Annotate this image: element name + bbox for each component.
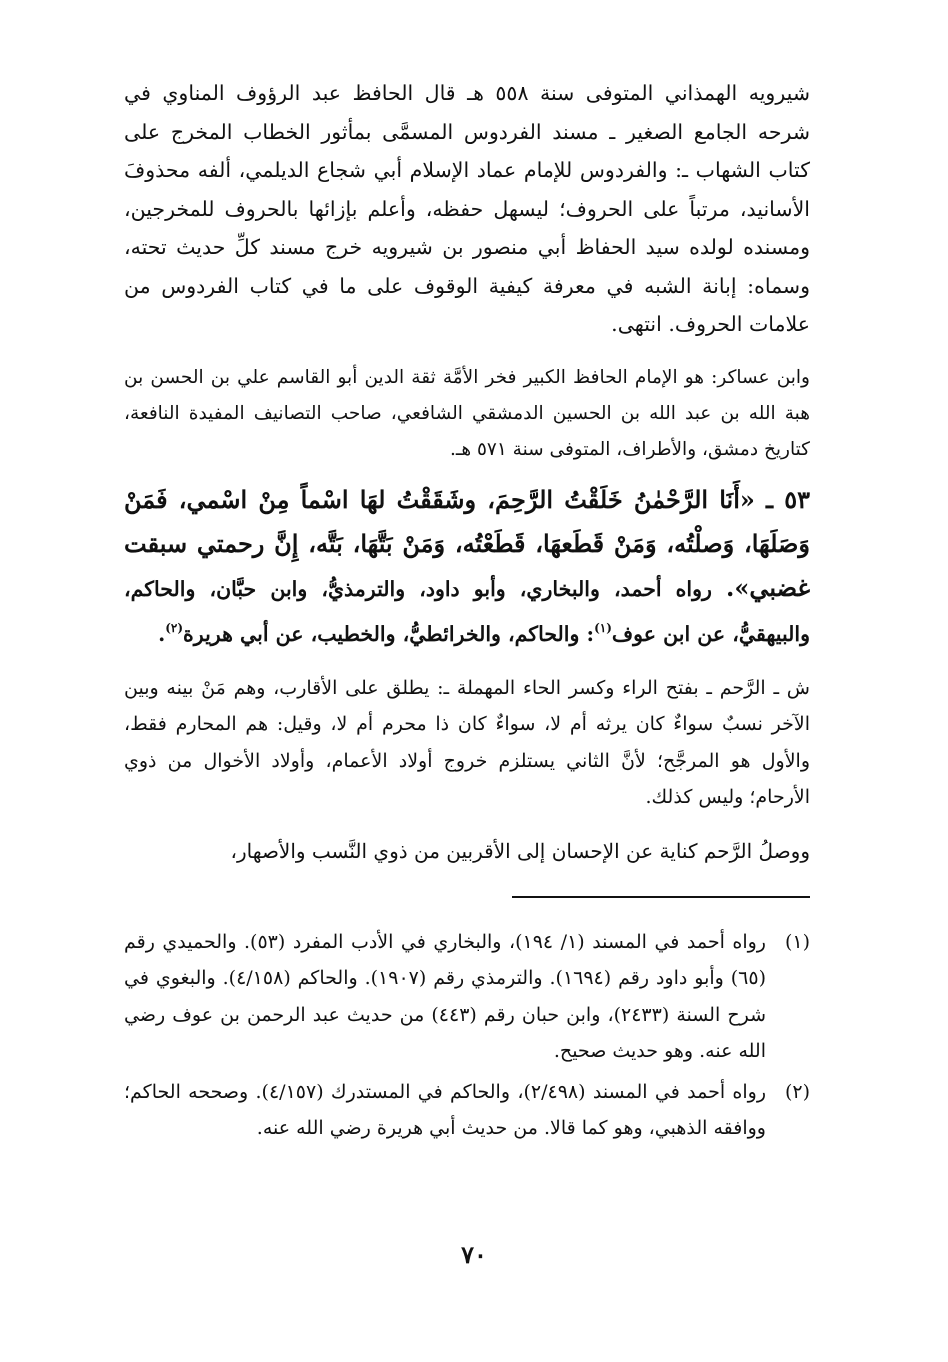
paragraph-ibn-asakir: وابن عساكر: هو الإمام الحافظ الكبير فخر الأمَّة ثقة الدين أبو القاسم علي بن الحسن بن هبة الله بن عبد الله بن الحسين الدمشقي الشافعي، صاحب التصانيف المفيدة النافعة، كتاريخ دمشق، والأطراف، المتوفى سنة ٥٧١ هـ. (124, 366, 810, 460)
page-number: ٧٠ (461, 1240, 487, 1269)
hadith-sources-1: رواه أحمد، والبخاري، وأبو داود، والترمذيُّ، وابن حبَّان، والحاكم، والبيهقيُّ، عن ابن عوف (124, 576, 810, 646)
footnote-ref-2: (٢) (165, 620, 184, 635)
footnote-2 (124, 1074, 810, 1147)
footnote-separator (512, 896, 810, 898)
hadith-53 (124, 478, 810, 656)
footnote-number: (١) (784, 930, 810, 953)
hadith-sources-2: : والحاكم، والخرائطيُّ، والخطيب، عن أبي هريرة (183, 621, 595, 646)
footnotes (124, 924, 810, 1147)
footnote-text: رواه أحمد في المسند (٢/٤٩٨)، والحاكم في المستدرك (٤/١٥٧). وصححه الحاكم؛ ووافقه الذهبي، وهو كما قالا. من حديث أبي هريرة رضي الله عنه. (124, 1080, 766, 1139)
footnote-ref-1: (١) (594, 620, 612, 635)
paragraph-dailami-firdaws: شيرويه الهمذاني المتوفى سنة ٥٥٨ هـ قال الحافظ عبد الرؤوف المناوي في شرحه الجامع الصغير ـ مسند الفردوس المسمَّى بمأثور الخطاب المخرج على كتاب الشهاب ـ: والفردوس للإمام عماد الإسلام أبي شجاع الديلمي، ألفه محذوفَ الأسانيد، مرتباً على الحروف؛ ليسهل حفظه، وأعلم بإزائها بالحروف للمخرجين، ومسنده لولده سيد الحفاظ أبي منصور بن شيرويه خرج مسند كلِّ حديث تحته، وسماه: إبانة الشبه في معرفة كيفية الوقوف على ما في كتاب الفردوس من علامات الحروف. انتهى. (124, 81, 811, 336)
footnote-number: (٢) (784, 1080, 810, 1103)
hadith-text: ٥٣ ـ «أَنَا الرَّحْمٰنُ خَلَقْتُ الرَّحِمَ، وشَقَقْتُ لهَا اسْماً مِنْ اسْمي، فَمَنْ وَصَلَهَا، وَصلْتُه، وَمَنْ قَطَعهَا، قَطَعْتُه، وَمَنْ بَتَّهَا، بَتَّه، إِنَّ رحمتي سبقت غضبي». (124, 484, 810, 602)
paragraph-continuation: ووصلُ الرَّحم كناية عن الإحسان إلى الأقربين من ذوي النَّسب والأصهار، (230, 838, 810, 863)
hadith-end: . (158, 621, 166, 646)
footnote-1 (124, 924, 810, 1070)
paragraph-commentary: ش ـ الرَّحم ـ بفتح الراء وكسر الحاء المهملة ـ: يطلق على الأقارب، وهم مَنْ بينه وبين الآخر نسبٌ سواءٌ كان يرثه أم لا، سواءٌ كان ذا محرم أم لا، وقيل: هم المحارم فقط، والأول هو المرجَّح؛ لأنَّ الثاني يستلزم خروج أولاد الأعمام، وأولاد الأخوال من ذوي الأرحام؛ وليس كذلك. (124, 676, 810, 808)
footnote-text: رواه أحمد في المسند (١/ ١٩٤)، والبخاري في الأدب المفرد (٥٣). والحميدي رقم (٦٥) وأبو داود رقم (١٦٩٤). والترمذي رقم (١٩٠٧). والحاكم (٤/١٥٨). والبغوي في شرح السنة (٢٤٣٣)، وابن حبان رقم (٤٤٣) من حديث عبد الرحمن بن عوف رضي الله عنه. وهو حديث صحيح. (124, 930, 767, 1062)
